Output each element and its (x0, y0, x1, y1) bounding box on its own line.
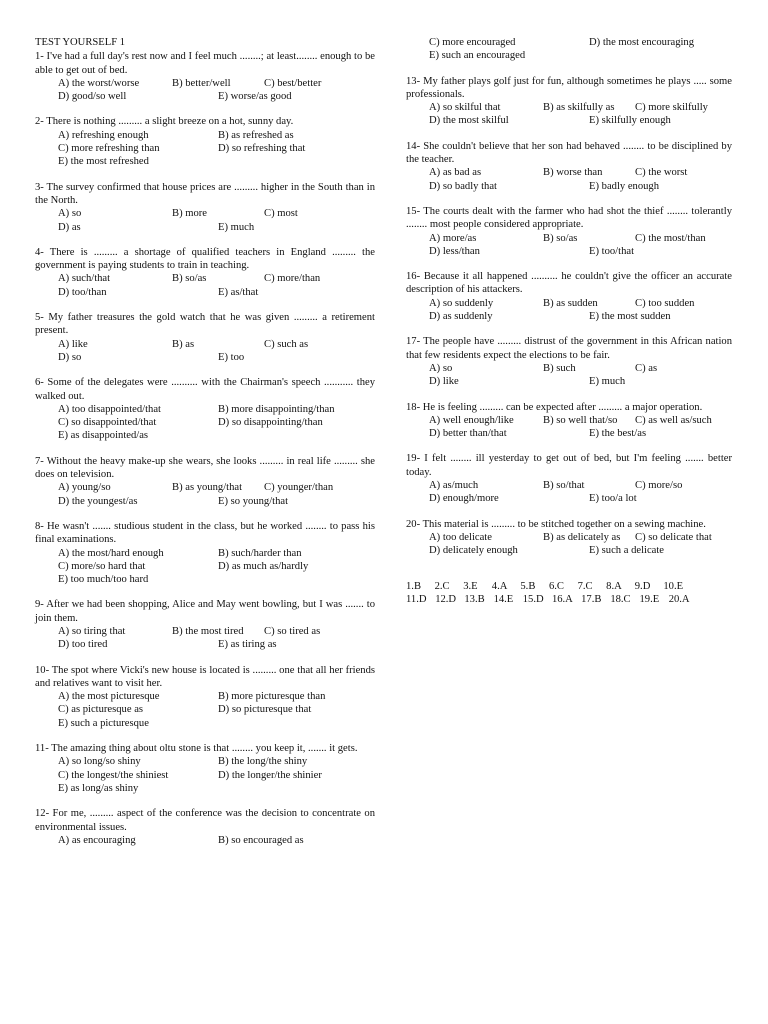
option-row (58, 834, 375, 847)
answer-key-item: 17.B (581, 593, 602, 605)
question-item (35, 311, 375, 364)
answer-option: C) too sudden (635, 297, 695, 309)
answer-key-item: 14.E (493, 593, 514, 605)
question-options (406, 297, 732, 324)
question-stem: 4- There is ......... a shortage of qualified teachers in England ......... the government is paying students to train in teaching. (35, 246, 375, 272)
left-questions (35, 50, 375, 847)
answer-option: A) so skilful that (429, 102, 501, 114)
answer-option: C) the worst (635, 167, 688, 179)
question-options (35, 403, 375, 443)
option-row (58, 403, 375, 416)
question-item (35, 807, 375, 847)
option-row (429, 245, 732, 258)
question-options (35, 207, 375, 234)
answer-key-item: 13.B (464, 593, 485, 605)
option-row (58, 416, 375, 429)
question-options (406, 479, 732, 506)
question-item (35, 50, 375, 103)
answer-option: E) too (218, 351, 245, 363)
question-item (406, 205, 732, 258)
option-row (429, 375, 732, 388)
answer-option: B) as skilfully as (543, 102, 615, 114)
answer-option: C) more skilfully (635, 102, 708, 114)
answer-key-item: 19.E (639, 593, 660, 605)
answer-option: D) the longer/the shinier (218, 769, 322, 781)
answer-option: A) as bad as (429, 167, 482, 179)
option-row (429, 414, 732, 427)
question-stem: 6- Some of the delegates were .......... with the Chairman's speech ........... they walked out. (35, 377, 375, 402)
option-row (58, 717, 375, 730)
option-row (58, 129, 375, 142)
question-options (35, 625, 375, 652)
question-options (35, 338, 375, 365)
option-row (429, 166, 732, 179)
question-item (35, 520, 375, 586)
answer-option: A) such/that (58, 273, 111, 285)
answer-option: E) the best/as (589, 428, 647, 440)
question-stem: 15- The courts dealt with the farmer who had shot the thief ........ tolerantly ........ most people considered appropriate. (406, 205, 732, 231)
answer-option: E) much (218, 221, 255, 233)
option-row (58, 547, 375, 560)
option-row (58, 351, 375, 364)
question-item (406, 335, 732, 388)
question-options (35, 834, 375, 847)
answer-option: D) as (58, 221, 81, 233)
answer-option: B) better/well (172, 77, 231, 89)
option-row (58, 286, 375, 299)
answer-option: E) as/that (218, 286, 259, 298)
question-stem: 2- There is nothing ......... a slight breeze on a hot, sunny day. (35, 116, 294, 128)
answer-option: C) best/better (264, 77, 322, 89)
answer-option: C) such as (264, 338, 309, 350)
option-row (58, 769, 375, 782)
answer-option: D) too/than (58, 286, 107, 298)
answer-option: D) so disappointing/than (218, 417, 323, 429)
answer-option: E) such an encouraged (429, 50, 526, 62)
answer-option: A) more/as (429, 232, 477, 244)
question-item (35, 455, 375, 508)
answer-option: E) skilfully enough (589, 115, 671, 127)
question-stem: 3- The survey confirmed that house prices are ......... higher in the South than in the North. (35, 181, 375, 206)
answer-option: B) as sudden (543, 297, 598, 309)
option-row (429, 114, 732, 127)
question-item (406, 75, 732, 128)
question-item (406, 452, 732, 505)
option-row (58, 338, 375, 351)
answer-option: A) too delicate (429, 531, 492, 543)
option-row (429, 232, 732, 245)
answer-option: D) so picturesque that (218, 704, 312, 716)
option-row (429, 544, 732, 557)
answer-key-item: 2.C (434, 580, 450, 592)
option-row (58, 625, 375, 638)
option-row (58, 221, 375, 234)
answer-option: B) more disappointing/than (218, 403, 335, 415)
right-column (406, 36, 732, 606)
question-options (35, 755, 375, 795)
answer-key-item: 4.A (491, 580, 508, 592)
option-row (429, 310, 732, 323)
question-stem: 10- The spot where Vicki's new house is located is ......... one that all her friends and relatives want to visit her. (35, 664, 375, 689)
question-stem: 12- For me, ......... aspect of the conference was the decision to concentrate on environmental issues. (35, 808, 375, 833)
question-stem: 18- He is feeling ......... can be expected after ......... a major operation. (406, 401, 703, 413)
question-item (406, 401, 732, 441)
question-options (35, 272, 375, 299)
answer-option: C) more/so hard that (58, 560, 146, 572)
question-item (35, 115, 375, 168)
answer-option: C) as (635, 362, 658, 374)
option-row (58, 90, 375, 103)
question-stem: 9- After we had been shopping, Alice and May went bowling, but I was ....... to join them. (35, 599, 375, 624)
answer-option: B) worse than (543, 167, 603, 179)
option-row (58, 560, 375, 573)
answer-key-item: 18.C (610, 593, 631, 605)
answer-option: E) as tiring as (218, 639, 277, 651)
question-item (35, 376, 375, 442)
question-item (406, 518, 732, 558)
option-row (58, 429, 375, 442)
question-stem: 5- My father treasures the gold watch that he was given ......... a retirement present. (35, 312, 375, 337)
answer-key (406, 580, 732, 607)
answer-option: C) the most/than (635, 232, 706, 244)
answer-option: C) younger/than (264, 482, 334, 494)
answer-option: B) as (172, 338, 195, 350)
question-options (406, 531, 732, 558)
right-questions (406, 75, 732, 558)
question-stem: 19- I felt ........ ill yesterday to get out of bed, but I'm feeling ....... better today. (406, 453, 732, 478)
answer-option: A) as encouraging (58, 834, 136, 846)
answer-option: C) so disappointed/that (58, 417, 157, 429)
answer-option: D) as much as/hardly (218, 560, 309, 572)
answer-option: A) too disappointed/that (58, 403, 161, 415)
answer-key-item: 20.A (668, 593, 690, 605)
question-stem: 13- My father plays golf just for fun, although sometimes he plays ..... some professionals. (406, 75, 732, 100)
answer-option: D) too tired (58, 639, 108, 651)
question-item (406, 140, 732, 193)
question-item (406, 270, 732, 323)
question-item (35, 246, 375, 299)
answer-option: B) so/as (172, 273, 207, 285)
answer-option: A) as/much (429, 480, 479, 492)
answer-option: A) like (58, 338, 88, 350)
test-title: TEST YOURSELF 1 (35, 37, 126, 48)
option-row (429, 427, 732, 440)
option-row (429, 101, 732, 114)
answer-option: C) more/so (635, 480, 683, 492)
answer-option: B) more picturesque than (218, 691, 326, 703)
answer-key-item: 8.A (606, 580, 622, 592)
answer-option: A) well enough/like (429, 414, 514, 426)
answer-option: B) so encouraged as (218, 834, 304, 846)
answer-option: B) such (543, 362, 576, 374)
answer-option: D) the youngest/as (58, 495, 138, 507)
answer-option: D) less/than (429, 245, 480, 257)
option-row (58, 272, 375, 285)
question-options (35, 77, 375, 104)
option-row (58, 207, 375, 220)
answer-option: C) so tired as (264, 625, 321, 637)
answer-option: D) the most skilful (429, 115, 509, 127)
answer-option: E) as long/as shiny (58, 782, 139, 794)
question-stem: 14- She couldn't believe that her son had behaved ........ to be disciplined by the teacher. (406, 140, 732, 166)
option-row (58, 703, 375, 716)
option-row (58, 142, 375, 155)
answer-option: C) so delicate that (635, 531, 712, 543)
answer-key-row (406, 580, 732, 593)
answer-option: B) the long/the shiny (218, 756, 308, 768)
answer-option: C) as picturesque as (58, 704, 144, 716)
question-stem: 20- This material is ......... to be stitched together on a sewing machine. (406, 518, 706, 530)
answer-key-item: 6.C (548, 580, 564, 592)
question-options (35, 690, 375, 730)
answer-option: D) enough/more (429, 493, 499, 505)
question-options (35, 129, 375, 169)
option-row (58, 690, 375, 703)
answer-option: D) so badly that (429, 180, 497, 192)
answer-option: C) most (264, 208, 298, 220)
answer-option: C) as well as/such (635, 414, 712, 426)
answer-option: E) the most refreshed (58, 156, 149, 168)
question-options (406, 101, 732, 128)
answer-option: E) such a delicate (589, 545, 664, 557)
answer-option: A) the most picturesque (58, 691, 160, 703)
answer-option: B) such/harder than (218, 547, 302, 559)
left-column (35, 36, 375, 859)
answer-option: D) so (58, 351, 82, 363)
answer-key-item: 11.D (406, 593, 427, 605)
answer-key-item: 16.A (551, 593, 573, 605)
option-row (58, 155, 375, 168)
answer-option: D) as suddenly (429, 311, 493, 323)
question-stem: 11- The amazing thing about oltu stone is that ........ you keep it, ....... it gets. (35, 743, 358, 755)
answer-key-item: 10.E (663, 580, 684, 592)
answer-option: D) like (429, 376, 459, 388)
answer-option: E) the most sudden (589, 311, 671, 323)
answer-option: E) such a picturesque (58, 717, 149, 729)
answer-key-row (406, 593, 732, 606)
option-row (429, 362, 732, 375)
option-row (58, 573, 375, 586)
option-row (58, 755, 375, 768)
answer-option: D) delicately enough (429, 545, 518, 557)
question-stem: 1- I've had a full day's rest now and I feel much ........; at least........ enough to be able to get out of bed. (35, 51, 375, 76)
answer-key-item: 3.E (463, 580, 478, 592)
answer-option: B) so well that/so (543, 414, 618, 426)
option-row (429, 49, 732, 62)
answer-key-item: 9.D (634, 580, 651, 592)
answer-option: A) so (58, 208, 82, 220)
answer-option: D) so refreshing that (218, 143, 306, 155)
answer-option: A) so suddenly (429, 297, 494, 309)
answer-option: C) more refreshing than (58, 143, 160, 155)
answer-option: C) more encouraged (429, 37, 516, 48)
question-options (406, 362, 732, 389)
answer-option: B) so/that (543, 480, 585, 492)
option-row (58, 782, 375, 795)
answer-option: E) too/a lot (589, 493, 637, 505)
answer-option: A) the most/hard enough (58, 547, 164, 559)
answer-option: E) worse/as good (218, 91, 292, 103)
option-row (58, 638, 375, 651)
option-row (429, 479, 732, 492)
option-row (429, 180, 732, 193)
answer-key-item: 15.D (522, 593, 544, 605)
question-item (35, 181, 375, 234)
answer-option: A) refreshing enough (58, 129, 149, 141)
answer-option: C) more/than (264, 273, 321, 285)
answer-option: A) so long/so shiny (58, 756, 141, 768)
answer-key-item: 5.B (520, 580, 536, 592)
question-12-continued (406, 36, 732, 63)
question-options (35, 481, 375, 508)
option-row (429, 297, 732, 310)
answer-option: A) so (429, 362, 453, 374)
option-row (58, 481, 375, 494)
answer-option: B) so/as (543, 232, 578, 244)
answer-option: D) the most encouraging (589, 37, 695, 48)
answer-option: B) as delicately as (543, 531, 621, 543)
answer-option: A) so tiring that (58, 625, 126, 637)
answer-option: B) the most tired (172, 625, 244, 637)
answer-key-item: 12.D (435, 593, 457, 605)
question-options (406, 414, 732, 441)
answer-option: E) as disappointed/as (58, 430, 149, 442)
answer-option: E) too/that (589, 245, 635, 257)
answer-option: D) good/so well (58, 91, 127, 103)
answer-option: E) too much/too hard (58, 574, 149, 586)
option-row (429, 36, 732, 49)
answer-key-item: 7.C (577, 580, 593, 592)
option-row (58, 77, 375, 90)
answer-option: D) better than/that (429, 428, 507, 440)
question-options (406, 36, 732, 63)
answer-option: E) so young/that (218, 495, 289, 507)
option-row (58, 495, 375, 508)
answer-option: B) more (172, 208, 208, 220)
option-row (429, 492, 732, 505)
question-stem: 8- He wasn't ....... studious student in the class, but he worked ........ to pass his final examinations. (35, 520, 375, 546)
answer-key-item: 1.B (406, 580, 422, 592)
question-options (406, 166, 732, 193)
answer-option: B) as refreshed as (218, 129, 294, 141)
question-options (406, 232, 732, 259)
question-item (35, 742, 375, 795)
option-row (429, 531, 732, 544)
question-stem: 16- Because it all happened .......... he couldn't give the officer an accurate description of his attackers. (406, 271, 732, 296)
answer-option: C) the longest/the shiniest (58, 769, 169, 781)
answer-option: E) much (589, 376, 626, 388)
question-stem: 7- Without the heavy make-up she wears, she looks ......... in real life ......... she does on television. (35, 455, 375, 481)
answer-option: E) badly enough (589, 180, 660, 192)
answer-option: A) the worst/worse (58, 77, 140, 89)
question-item (35, 598, 375, 651)
question-item (35, 664, 375, 730)
question-options (35, 547, 375, 587)
answer-option: B) as young/that (172, 482, 243, 494)
question-stem: 17- The people have ......... distrust of the government in this African nation that few residents expect the elections to be fair. (406, 336, 732, 361)
answer-option: A) young/so (58, 482, 111, 494)
